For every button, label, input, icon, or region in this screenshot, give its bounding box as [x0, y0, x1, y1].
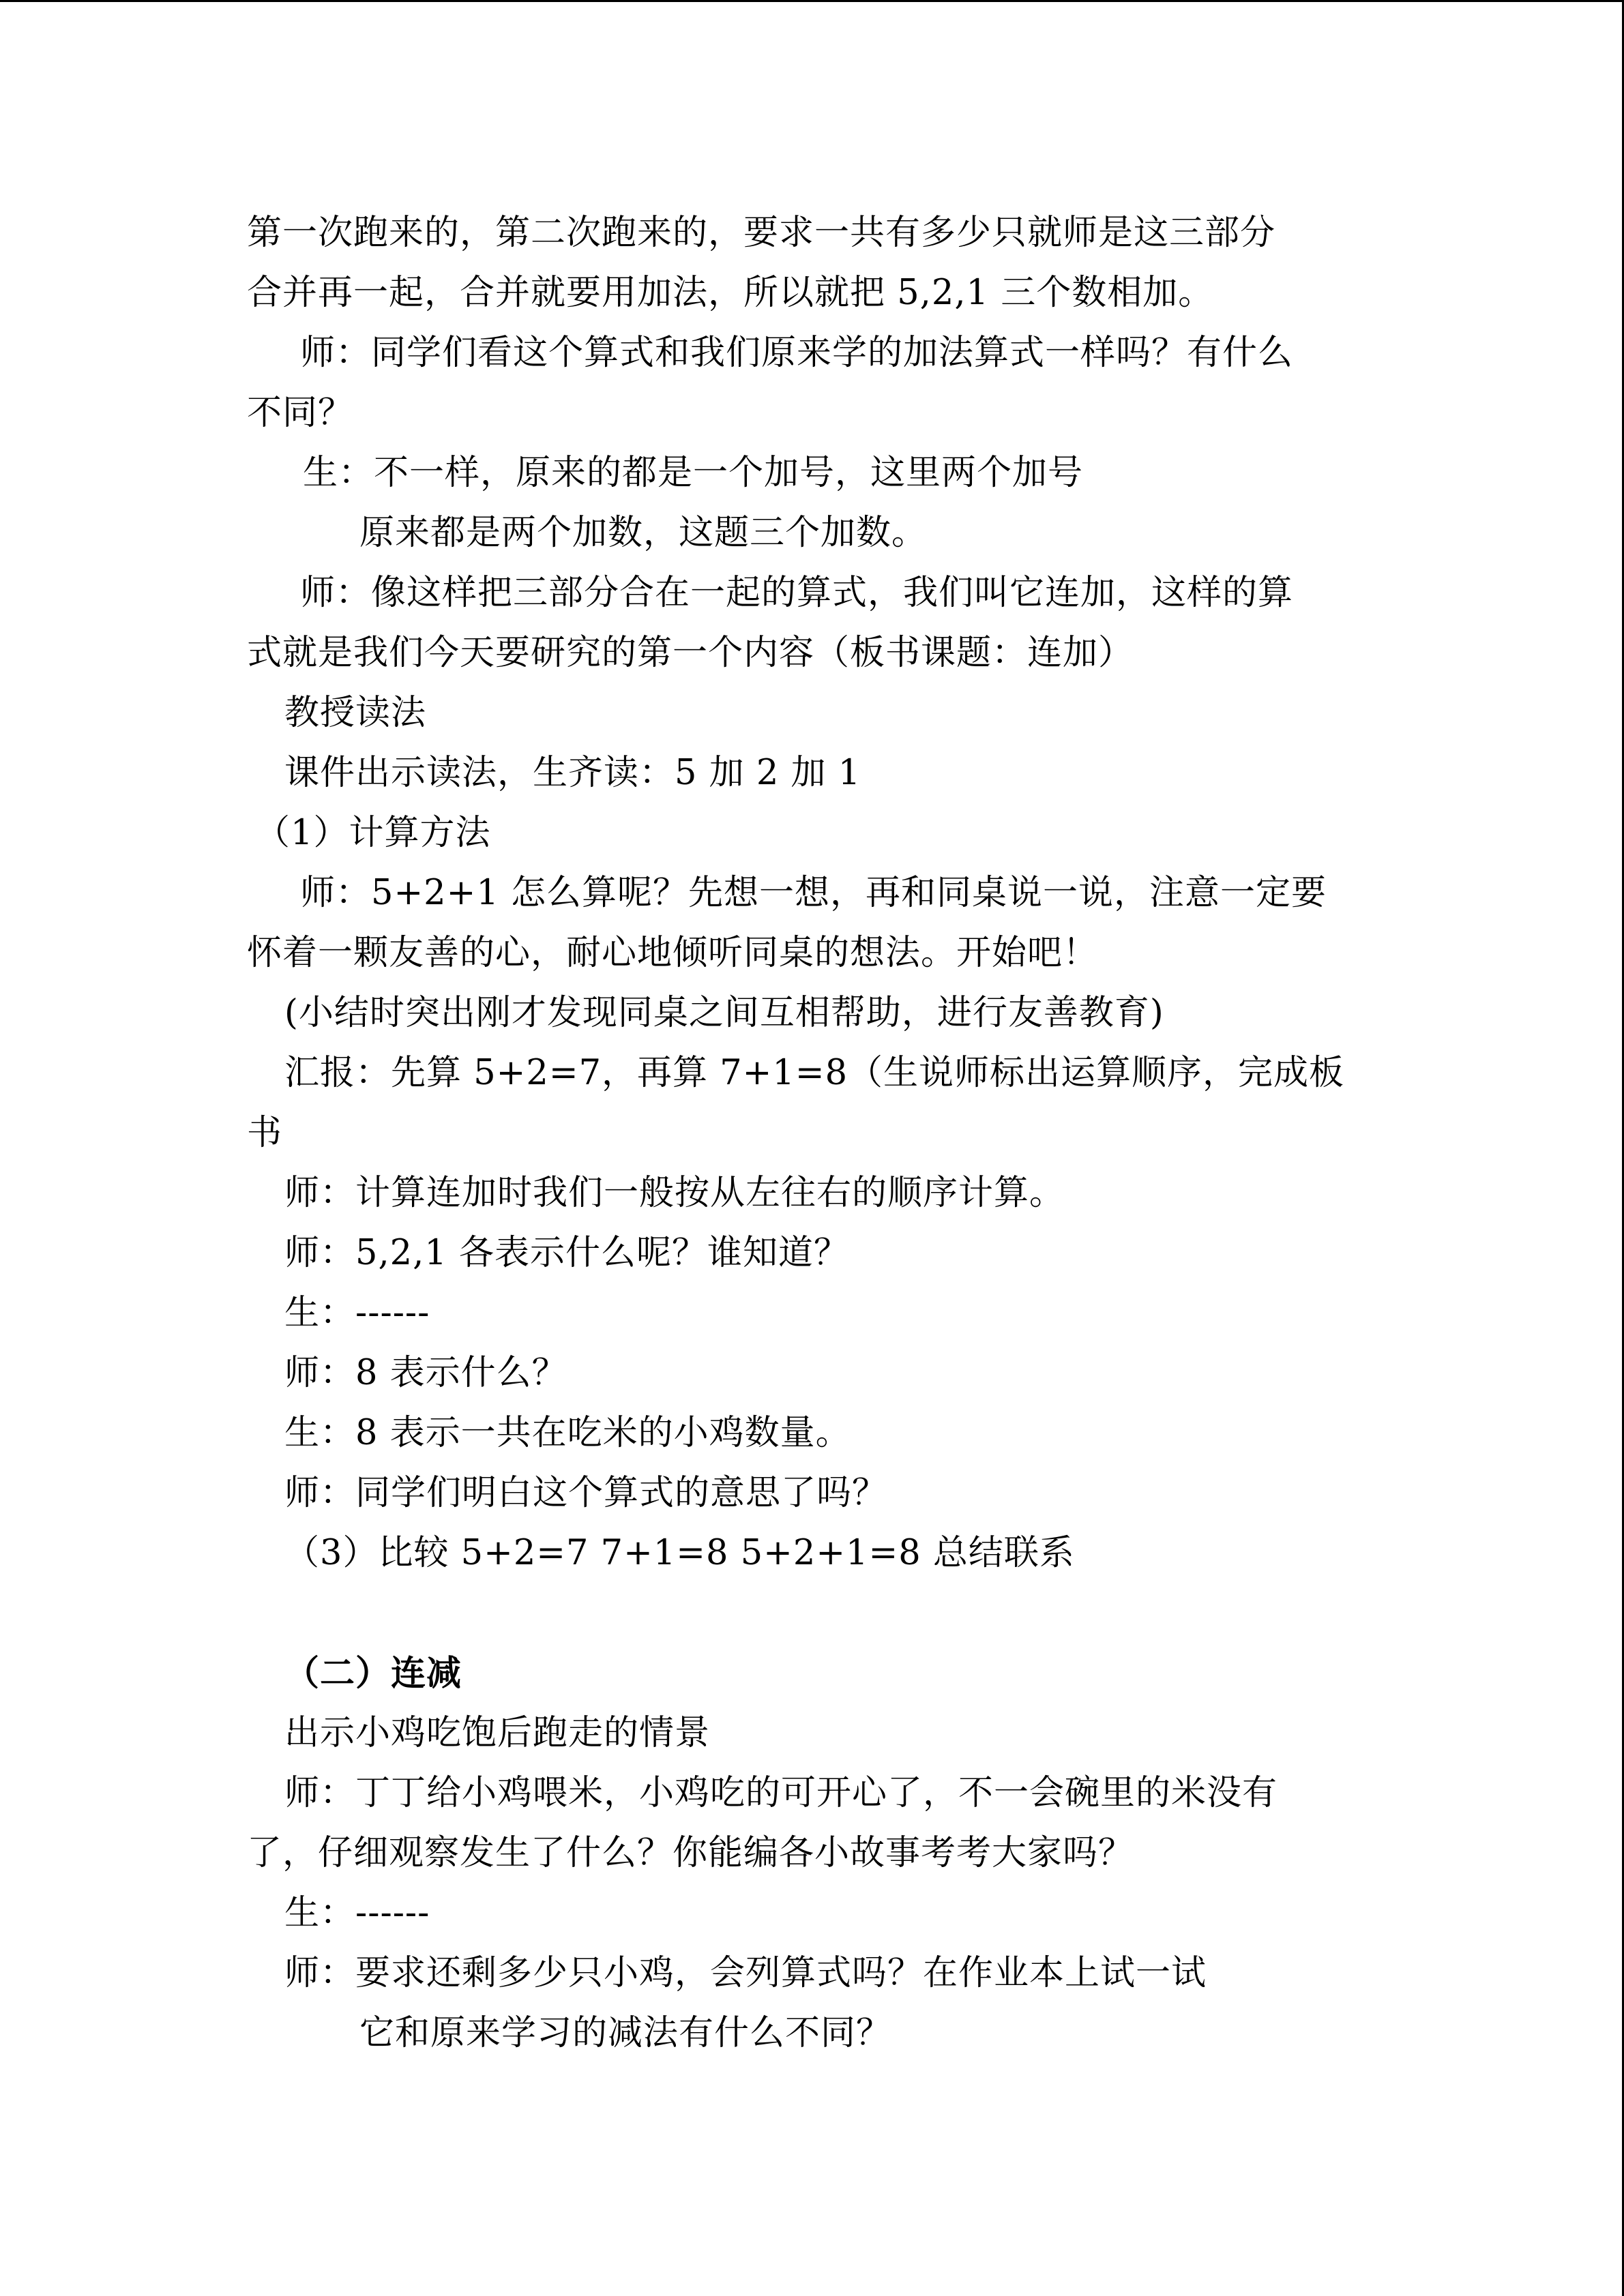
paragraph-line: 师：要求还剩多少只小鸡，会列算式吗？在作业本上试一试: [284, 1953, 1207, 1993]
paragraph-line: 课件出示读法，生齐读：5 加 2 加 1: [284, 753, 861, 793]
paragraph-line: 师：计算连加时我们一般按从左往右的顺序计算。: [284, 1173, 1065, 1213]
paragraph-line: 生：------: [284, 1893, 430, 1933]
paragraph-line: 书: [247, 1113, 283, 1153]
blank-line: [247, 1583, 1379, 1643]
paragraph-line: 汇报：先算 5+2=7，再算 7+1=8（生说师标出运算顺序，完成板: [284, 1053, 1345, 1093]
document-body: [247, 203, 1379, 2063]
paragraph-line: 了，仔细观察发生了什么？你能编各小故事考考大家吗？: [247, 1833, 1134, 1873]
section-heading: （二）连减: [284, 1653, 462, 1694]
paragraph-line: 师：5,2,1 各表示什么呢？谁知道？: [284, 1233, 849, 1273]
paragraph-line: 它和原来学习的减法有什么不同？: [359, 2013, 892, 2053]
paragraph-line: 师：8 表示什么？: [284, 1353, 567, 1393]
paragraph-line: 怀着一颗友善的心，耐心地倾听同桌的想法。开始吧！: [247, 933, 1099, 973]
paragraph-line: 出示小鸡吃饱后跑走的情景: [284, 1713, 711, 1753]
paragraph-line: 师：同学们看这个算式和我们原来学的加法算式一样吗？有什么: [300, 333, 1294, 373]
page-top-border: [0, 0, 1624, 2]
paragraph-line: 师：同学们明白这个算式的意思了吗？: [284, 1473, 888, 1513]
paragraph-line: 生：8 表示一共在吃米的小鸡数量。: [284, 1413, 851, 1453]
paragraph-line: 师：像这样把三部分合在一起的算式，我们叫它连加，这样的算: [300, 573, 1294, 613]
paragraph-line: 合并再一起，合并就要用加法，所以就把 5,2,1 三个数相加。: [247, 273, 1214, 313]
paragraph-line: （3）比较 5+2=7 7+1=8 5+2+1=8 总结联系: [284, 1533, 1075, 1573]
paragraph-line: 师：丁丁给小鸡喂米，小鸡吃的可开心了，不一会碗里的米没有: [284, 1773, 1278, 1813]
paragraph-line: 原来都是两个加数，这题三个加数。: [359, 513, 928, 553]
paragraph-line: 教授读法: [284, 693, 427, 733]
paragraph-line: 式就是我们今天要研究的第一个内容（板书课题：连加）: [247, 633, 1134, 673]
paragraph-line: 第一次跑来的，第二次跑来的，要求一共有多少只就师是这三部分: [247, 213, 1276, 253]
paragraph-line: 师：5+2+1 怎么算呢？先想一想，再和同桌说一说，注意一定要: [300, 873, 1327, 913]
paragraph-line: 生：不一样，原来的都是一个加号，这里两个加号: [303, 453, 1084, 493]
paragraph-line: 不同？: [247, 393, 354, 433]
paragraph-line: （1）计算方法: [255, 813, 491, 853]
paragraph-line: 生：------: [284, 1293, 430, 1333]
paragraph-line: (小结时突出刚才发现同桌之间互相帮助，进行友善教育): [284, 993, 1164, 1033]
